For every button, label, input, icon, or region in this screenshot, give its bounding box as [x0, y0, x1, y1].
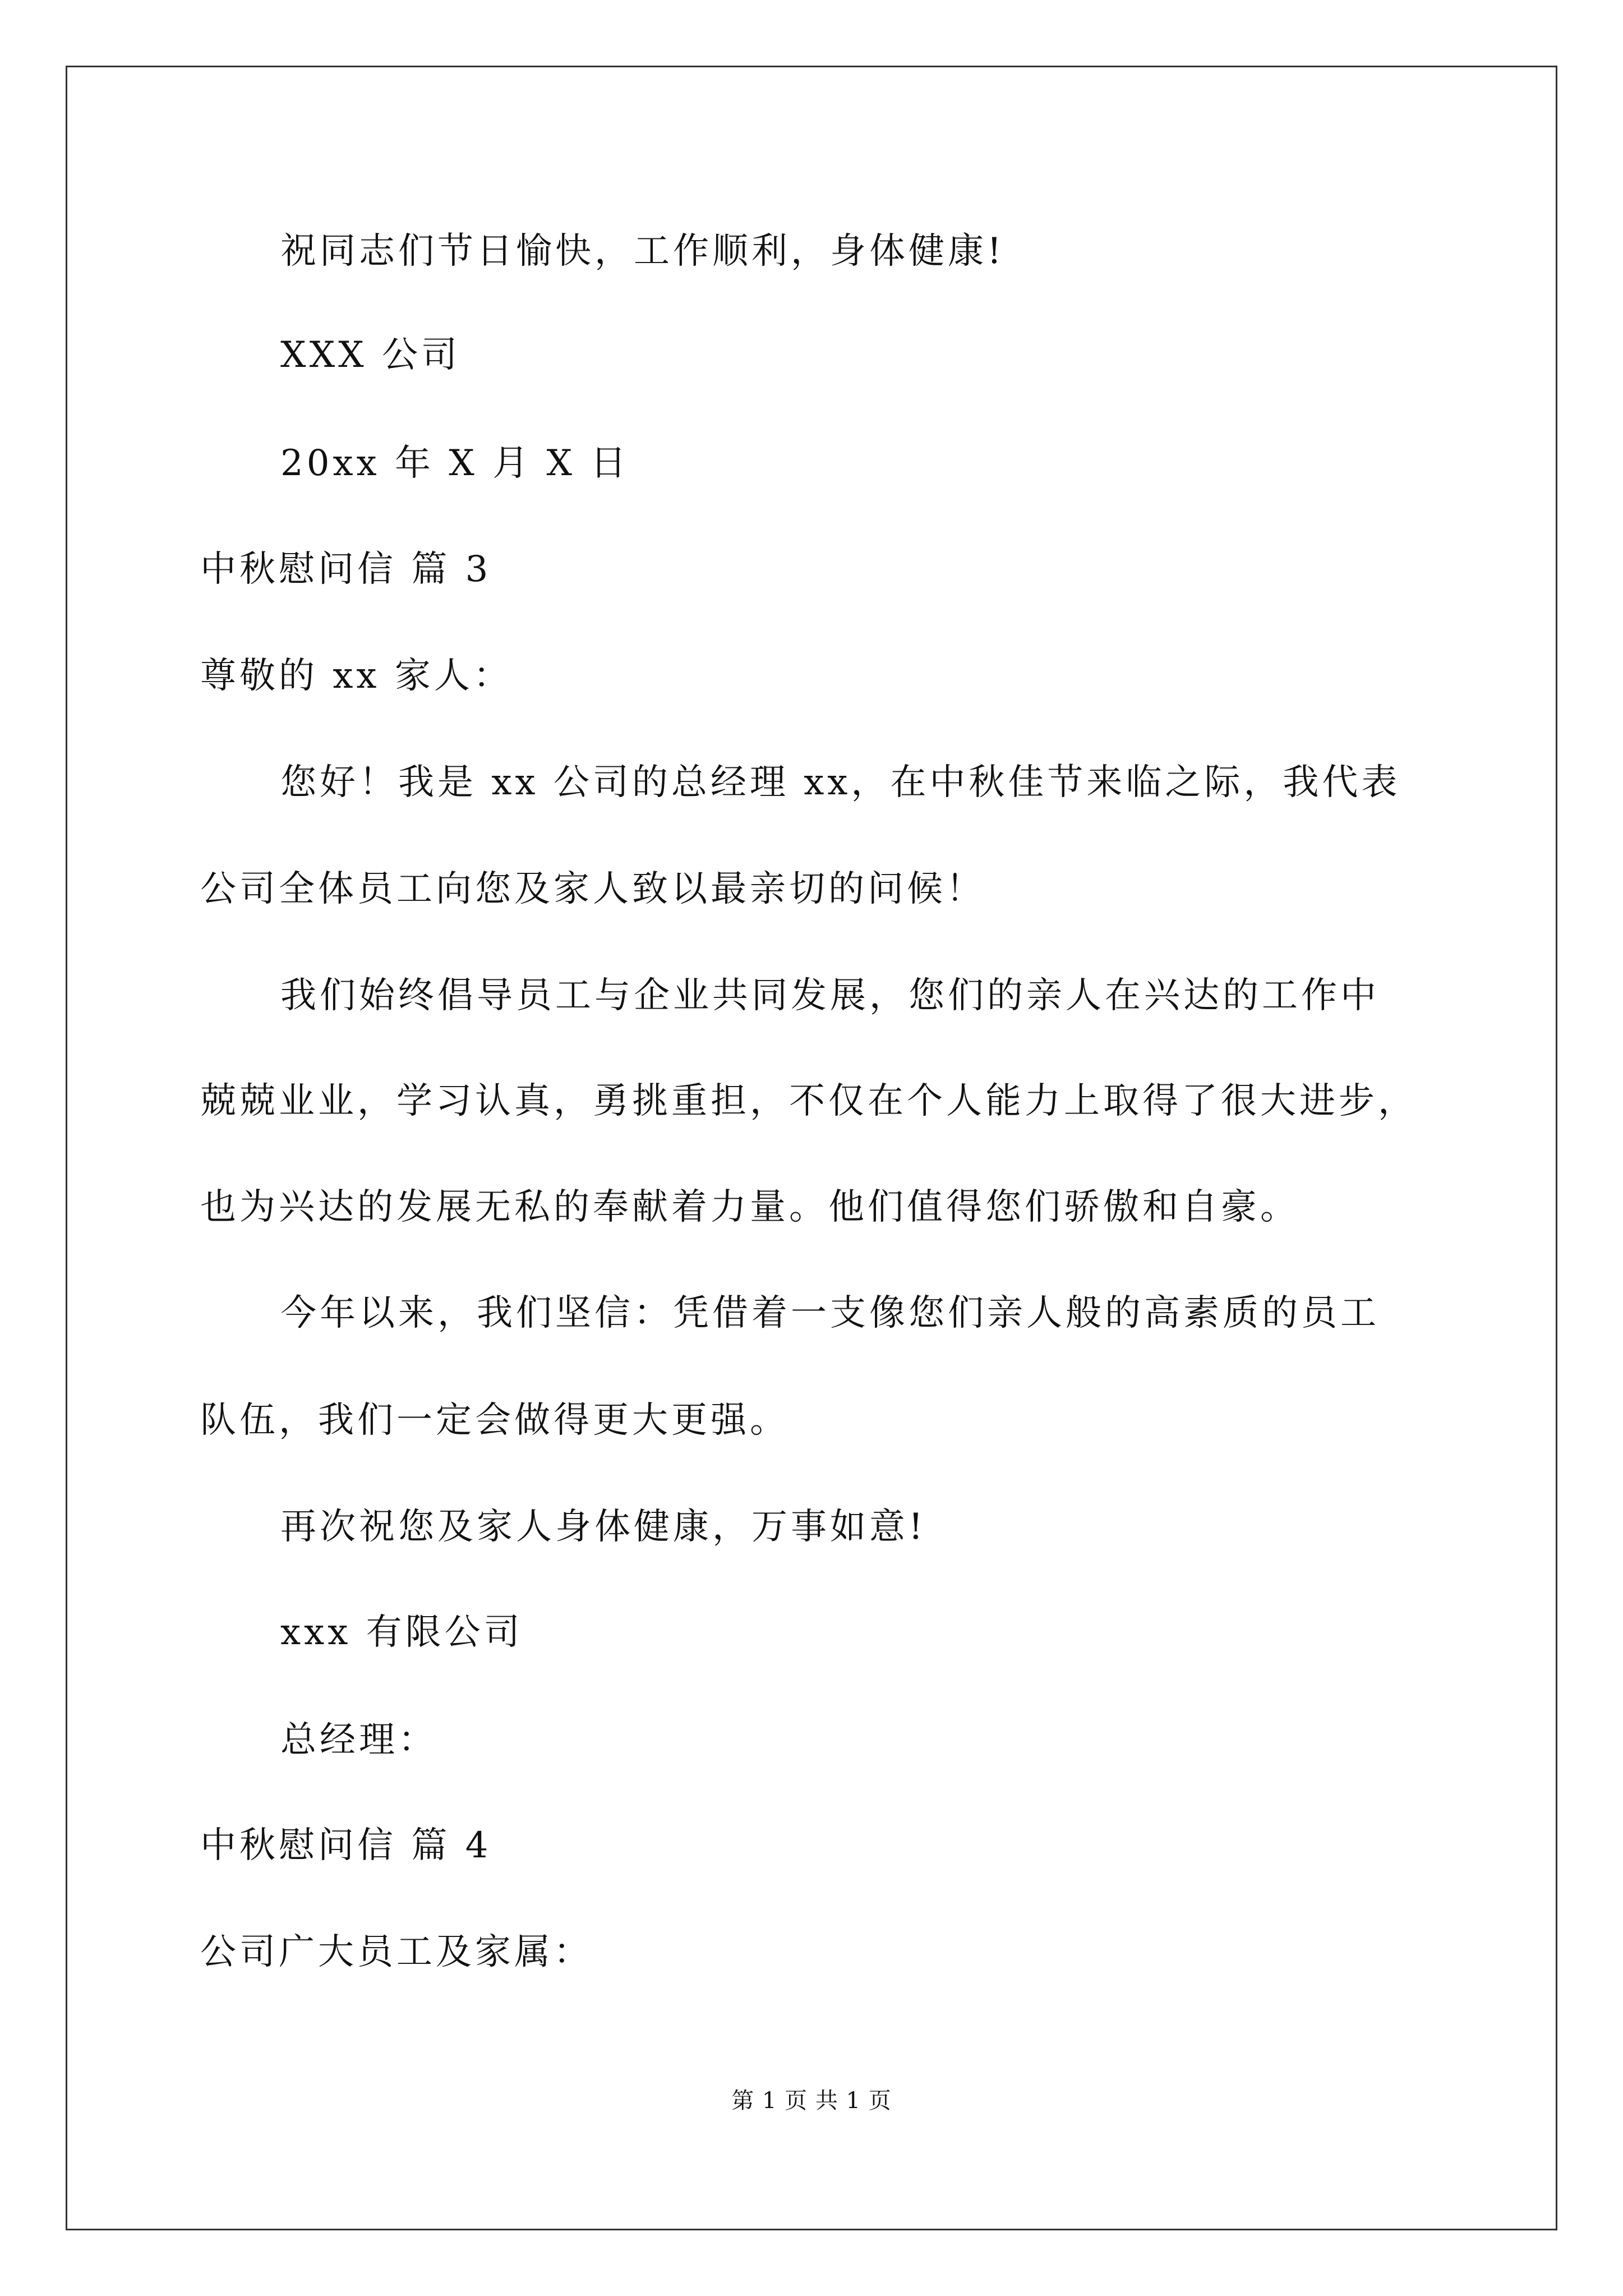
section-heading-4: 中秋慰问信 篇 4	[200, 1825, 492, 1866]
paragraph-line: 队伍，我们一定会做得更大更强。	[200, 1400, 789, 1441]
paragraph-line: 也为兴达的发展无私的奉献着力量。他们值得您们骄傲和自豪。	[200, 1186, 1299, 1228]
page-footer: 第 1 页 共 1 页	[731, 2088, 892, 2114]
paragraph-line: 兢兢业业，学习认真，勇挑重担，不仅在个人能力上取得了很大进步，	[200, 1080, 1417, 1122]
section-heading-3: 中秋慰问信 篇 3	[200, 549, 492, 590]
closing-wish: 再次祝您及家人身体健康，万事如意!	[280, 1506, 926, 1548]
salutation-4: 公司广大员工及家属：	[200, 1931, 593, 1973]
signature-company: XXX 公司	[280, 334, 461, 376]
signature-company: xxx 有限公司	[280, 1612, 523, 1653]
salutation-3: 尊敬的 xx 家人：	[200, 655, 513, 697]
paragraph-line: 我们始终倡导员工与企业共同发展，您们的亲人在兴达的工作中	[280, 975, 1380, 1016]
paragraph-line: 公司全体员工向您及家人致以最亲切的问候！	[200, 868, 985, 910]
signature-title: 总经理：	[280, 1719, 437, 1761]
paragraph-line: 您好！我是 xx 公司的总经理 xx，在中秋佳节来临之际，我代表	[280, 762, 1401, 803]
greeting-line: 祝同志们节日愉快，工作顺利，身体健康!	[280, 231, 1005, 272]
page-border	[66, 66, 1557, 2230]
paragraph-line: 今年以来，我们坚信：凭借着一支像您们亲人般的高素质的员工	[280, 1292, 1380, 1334]
signature-date: 20xx 年 X 月 X 日	[280, 443, 630, 484]
